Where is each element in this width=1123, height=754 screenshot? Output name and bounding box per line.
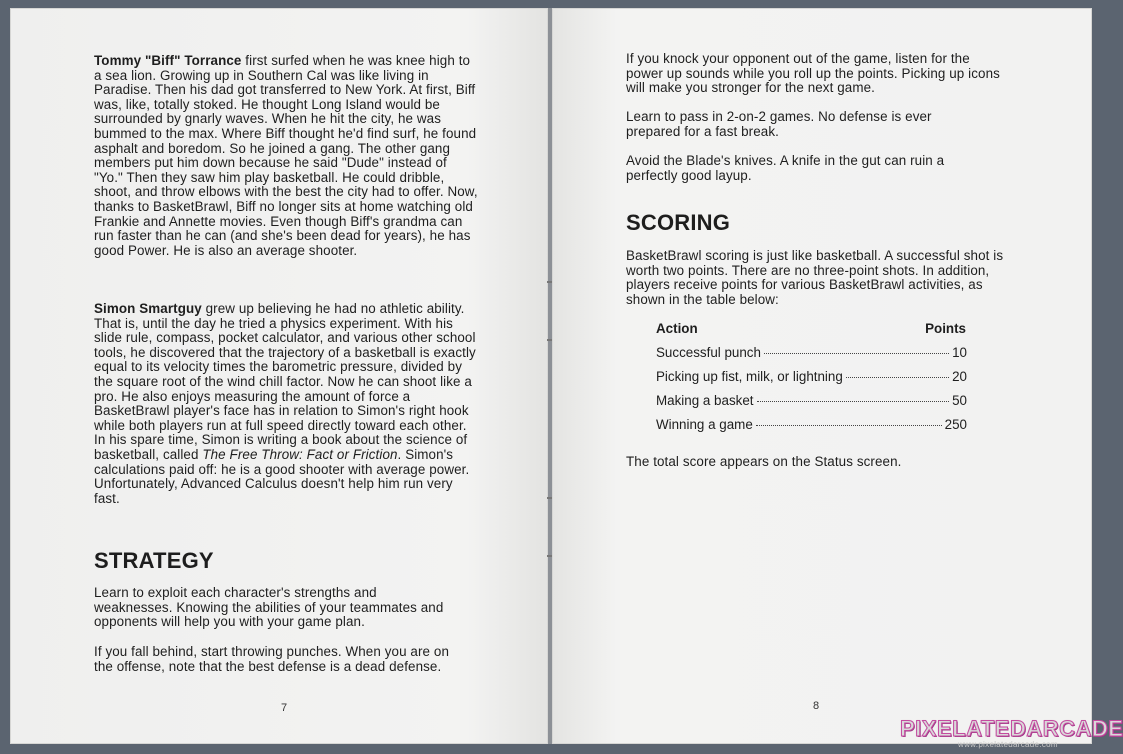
- row-points: 10: [952, 345, 967, 360]
- strategy-paragraph-1: Learn to exploit each character's strengths and weaknesses. Knowing the abilities of your teammates and opponents will help you with your game plan.: [94, 585, 444, 630]
- scoring-footer: The total score appears on the Status screen.: [626, 454, 902, 469]
- strategy-paragraph-2: If you fall behind, start throwing punches. When you are on the offense, note that the best defense is a dead defense.: [94, 644, 450, 674]
- row-action: Winning a game: [656, 417, 753, 432]
- tip-knives: Avoid the Blade's knives. A knife in the gut can ruin a perfectly good layup.: [626, 153, 945, 183]
- dot-leader: [757, 401, 950, 402]
- watermark-logo: PIXELATEDARCADE: [900, 716, 1123, 741]
- watermark-url: www.pixelatedarcade.com: [958, 740, 1058, 749]
- tip-pass: Learn to pass in 2-on-2 games. No defense is ever prepared for a fast break.: [626, 109, 932, 139]
- biff-name: Tommy "Biff" Torrance: [94, 53, 242, 68]
- table-row: [656, 369, 967, 385]
- page-number-left: 7: [281, 702, 288, 714]
- table-header-action: Action: [656, 321, 698, 336]
- simon-bio-text-end: . Simon's calculations paid off: he is a good shooter with average power. Unfortunately, Advanced Calculus doesn't help him run very fast.: [94, 446, 470, 506]
- dot-leader: [846, 377, 949, 378]
- row-points: 20: [952, 369, 967, 384]
- biff-bio-text: first surfed when he was knee high to a sea lion. Growing up in Southern Cal was like living in Paradise. Then his dad got transferred to New York. At first, Biff was, like, totally stoked. He thought Long Island would be surrounded by gnarly waves. When he hit the city, he was bummed to the max. Where Biff thought he'd find surf, he found asphalt and boredom. So he joined a gang. The other gang members put him down because he said "Dude" instead of "Yo." Then they saw him play basketball. He could dribble, shoot, and throw elbows with the best the city had to offer. Now, thanks to BasketBrawl, Biff no longer sits at home watching old Frankie and Annette movies. Even though Biff's grandma can run faster than he can (and she's been dead for years), he has good Power. He is also an average shooter.: [94, 53, 478, 258]
- scoring-intro: BasketBrawl scoring is just like basketball. A successful shot is worth two points. There are no three-point shots. In addition, players receive points for various BasketBrawl activities, as shown in the table below:: [626, 248, 1004, 307]
- row-points: 250: [944, 417, 967, 432]
- table-row: [656, 393, 967, 409]
- row-action: Successful punch: [656, 345, 761, 360]
- scoring-heading: SCORING: [626, 210, 731, 235]
- row-action: Making a basket: [656, 393, 754, 408]
- biff-bio: [94, 54, 478, 258]
- simon-book-title: The Free Throw: Fact or Friction: [202, 446, 398, 462]
- simon-bio: [94, 302, 478, 506]
- page-number-right: 8: [813, 700, 820, 712]
- simon-name: Simon Smartguy: [94, 301, 202, 316]
- simon-bio-text: grew up believing he had no athletic ability. That is, until the day he tried a physics experiment. With his slide rule, compass, pocket calculator, and various other school tools, he discovered that the trajectory of a basketball is exactly equal to its velocity times the barometric pressure, divided by the square root of the wind chill factor. Now he can shoot like a pro. He also enjoys measuring the amount of force a BasketBrawl player's face has in relation to Simon's right hook while both players run at full speed directly toward each other. In his spare time, Simon is writing a book about the science of basketball, called: [94, 301, 476, 462]
- table-row: [656, 417, 967, 433]
- table-header-points: Points: [925, 321, 966, 336]
- table-row: [656, 345, 967, 361]
- dot-leader: [756, 425, 942, 426]
- row-points: 50: [952, 393, 967, 408]
- row-action: Picking up fist, milk, or lightning: [656, 369, 843, 384]
- dot-leader: [764, 353, 949, 354]
- strategy-heading: STRATEGY: [94, 548, 214, 573]
- tip-knockout: If you knock your opponent out of the game, listen for the power up sounds while you roll up the points. Picking up icons will make you stronger for the next game.: [626, 51, 1000, 96]
